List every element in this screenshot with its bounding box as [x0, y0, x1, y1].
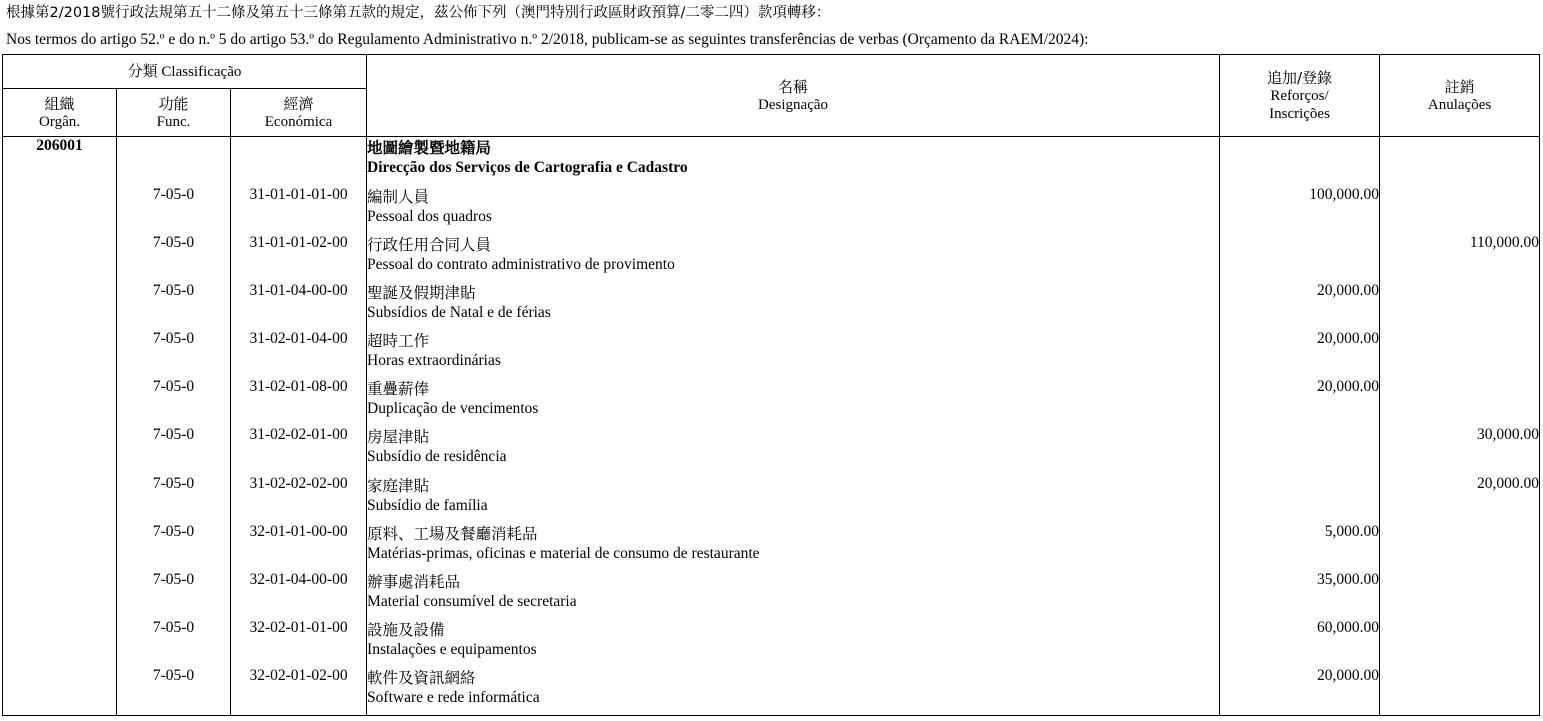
reinforcement-amount: 20,000.00: [1220, 330, 1380, 378]
economic-code: 31-01-01-01-00: [231, 186, 367, 234]
economic-code: 31-02-01-04-00: [231, 330, 367, 378]
designation-zh: 房屋津貼: [367, 428, 430, 447]
designation: [367, 330, 1220, 378]
reinforcement-amount: 35,000.00: [1220, 571, 1380, 619]
reinforcement-amount: 20,000.00: [1220, 667, 1380, 715]
economic-code: 32-02-01-01-00: [231, 619, 367, 667]
designation-pt: Pessoal do contrato administrativo de provimento: [367, 255, 675, 273]
designation-pt: Subsídios de Natal e de férias: [367, 303, 551, 321]
designation-zh: 重疊薪俸: [367, 380, 430, 399]
func-code: 7-05-0: [117, 571, 231, 619]
economic-code: 32-02-01-02-00: [231, 667, 367, 715]
economic-code: 32-01-04-00-00: [231, 571, 367, 619]
table-row: [3, 282, 1540, 330]
func-code: 7-05-0: [117, 282, 231, 330]
designation-pt: Material consumível de secretaria: [367, 593, 577, 610]
annulment-amount: [1380, 619, 1540, 667]
economic-code: 31-01-04-00-00: [231, 282, 367, 330]
organ-cell: [3, 282, 117, 330]
reinforcement-amount: [1220, 426, 1380, 474]
designation-zh: 超時工作: [367, 332, 430, 351]
header-func: 功能 Func.: [117, 89, 231, 137]
func-code: 7-05-0: [117, 330, 231, 378]
designation-pt: Software e rede informática: [367, 689, 540, 707]
table-row: [3, 378, 1540, 426]
designation-pt: Subsídio de residência: [367, 448, 507, 466]
economic-code: 31-01-01-02-00: [231, 234, 367, 282]
organ-cell: [3, 475, 117, 523]
func-code: 7-05-0: [117, 378, 231, 426]
reinforcement-amount: [1220, 475, 1380, 523]
designation: [367, 426, 1220, 474]
annulment-amount: [1380, 378, 1540, 426]
designation-pt: Subsídio de família: [367, 496, 488, 514]
header-annulments: 註銷 Anulações: [1380, 55, 1540, 137]
table-row: [3, 426, 1540, 474]
table-row: [3, 523, 1540, 571]
designation-pt: Matérias-primas, oficinas e material de consumo de restaurante: [367, 544, 760, 562]
annulment-amount: [1380, 330, 1540, 378]
organ-cell: [3, 234, 117, 282]
func-code: 7-05-0: [117, 234, 231, 282]
intro-portuguese: Nos termos do artigo 52.º e do n.º 5 do artigo 53.º do Regulamento Administrativo n.º 2/2018, publicam-se as seguintes transferências de verbas (Orçamento da RAEM/2024):: [6, 31, 1089, 48]
table-row: [3, 619, 1540, 667]
designation-zh: 家庭津貼: [367, 476, 430, 495]
annulment-amount: [1380, 667, 1540, 715]
designation: [367, 378, 1220, 426]
designation: [367, 234, 1220, 282]
table-row: [3, 475, 1540, 523]
header-reinforcements: 追加/登錄 Reforços/ Inscrições: [1220, 55, 1380, 137]
annulment-amount: [1380, 523, 1540, 571]
reinforcement-amount: [1220, 234, 1380, 282]
annulment-amount: [1380, 186, 1540, 234]
designation-pt: Pessoal dos quadros: [367, 207, 492, 225]
organ-cell: [3, 378, 117, 426]
organ-code: 206001: [3, 137, 117, 186]
annulment-amount: [1380, 571, 1540, 619]
header-designation: 名稱 Designação: [367, 55, 1220, 137]
organ-cell: [3, 619, 117, 667]
designation: [367, 571, 1220, 619]
func-code: 7-05-0: [117, 523, 231, 571]
header-economic: 經濟 Económica: [231, 89, 367, 137]
table-row: [3, 571, 1540, 619]
economic-code: 31-02-02-01-00: [231, 426, 367, 474]
table-row: [3, 234, 1540, 282]
organ-cell: [3, 426, 117, 474]
reinforcement-amount: 20,000.00: [1220, 378, 1380, 426]
designation: [367, 523, 1220, 571]
func-code: 7-05-0: [117, 619, 231, 667]
annulment-amount: 20,000.00: [1380, 475, 1540, 523]
designation: [367, 282, 1220, 330]
economic-code: 32-01-01-00-00: [231, 523, 367, 571]
organ-cell: [3, 330, 117, 378]
organ-cell: [3, 186, 117, 234]
header-organ: 組織 Orgân.: [3, 89, 117, 137]
agency-row: [3, 137, 1540, 186]
designation-zh: 軟件及資訊網絡: [367, 669, 476, 688]
designation: [367, 667, 1220, 715]
designation-zh: 編制人員: [367, 187, 430, 206]
annulment-amount: [1380, 282, 1540, 330]
reinforcement-amount: 20,000.00: [1220, 282, 1380, 330]
annulment-amount: 110,000.00: [1380, 234, 1540, 282]
organ-cell: [3, 667, 117, 715]
designation-zh: 設施及設備: [367, 621, 445, 640]
economic-code: 31-02-02-02-00: [231, 475, 367, 523]
intro-chinese: 根據第2/2018號行政法規第五十二條及第五十三條第五款的規定，茲公佈下列（澳門特別行政區財政預算/二零二四）款項轉移：: [6, 5, 831, 21]
organ-cell: [3, 523, 117, 571]
reinforcement-amount: 100,000.00: [1220, 186, 1380, 234]
transfer-table: [2, 54, 1540, 716]
designation-zh: 聖誕及假期津貼: [367, 283, 476, 302]
func-code: 7-05-0: [117, 475, 231, 523]
reinforcement-amount: 60,000.00: [1220, 619, 1380, 667]
designation-zh: 行政任用合同人員: [367, 235, 492, 254]
func-code: 7-05-0: [117, 186, 231, 234]
header-classification: 分類 Classificação: [3, 55, 367, 89]
table-row: [3, 186, 1540, 234]
table-row: [3, 330, 1540, 378]
designation-pt: Horas extraordinárias: [367, 352, 501, 370]
annulment-amount: 30,000.00: [1380, 426, 1540, 474]
designation: [367, 619, 1220, 667]
designation-pt: Instalações e equipamentos: [367, 641, 537, 659]
designation: [367, 186, 1220, 234]
agency-name: 地圖繪製暨地籍局 Direcção dos Serviços de Cartografia e Cadastro: [367, 137, 1220, 186]
designation-zh: 原料、工場及餐廳消耗品: [367, 524, 538, 543]
func-code: 7-05-0: [117, 426, 231, 474]
designation-pt: Duplicação de vencimentos: [367, 400, 539, 418]
func-code: 7-05-0: [117, 667, 231, 715]
organ-cell: [3, 571, 117, 619]
economic-code: 31-02-01-08-00: [231, 378, 367, 426]
designation-zh: 辦事處消耗品: [367, 573, 461, 591]
reinforcement-amount: 5,000.00: [1220, 523, 1380, 571]
designation: [367, 475, 1220, 523]
table-row: [3, 667, 1540, 715]
